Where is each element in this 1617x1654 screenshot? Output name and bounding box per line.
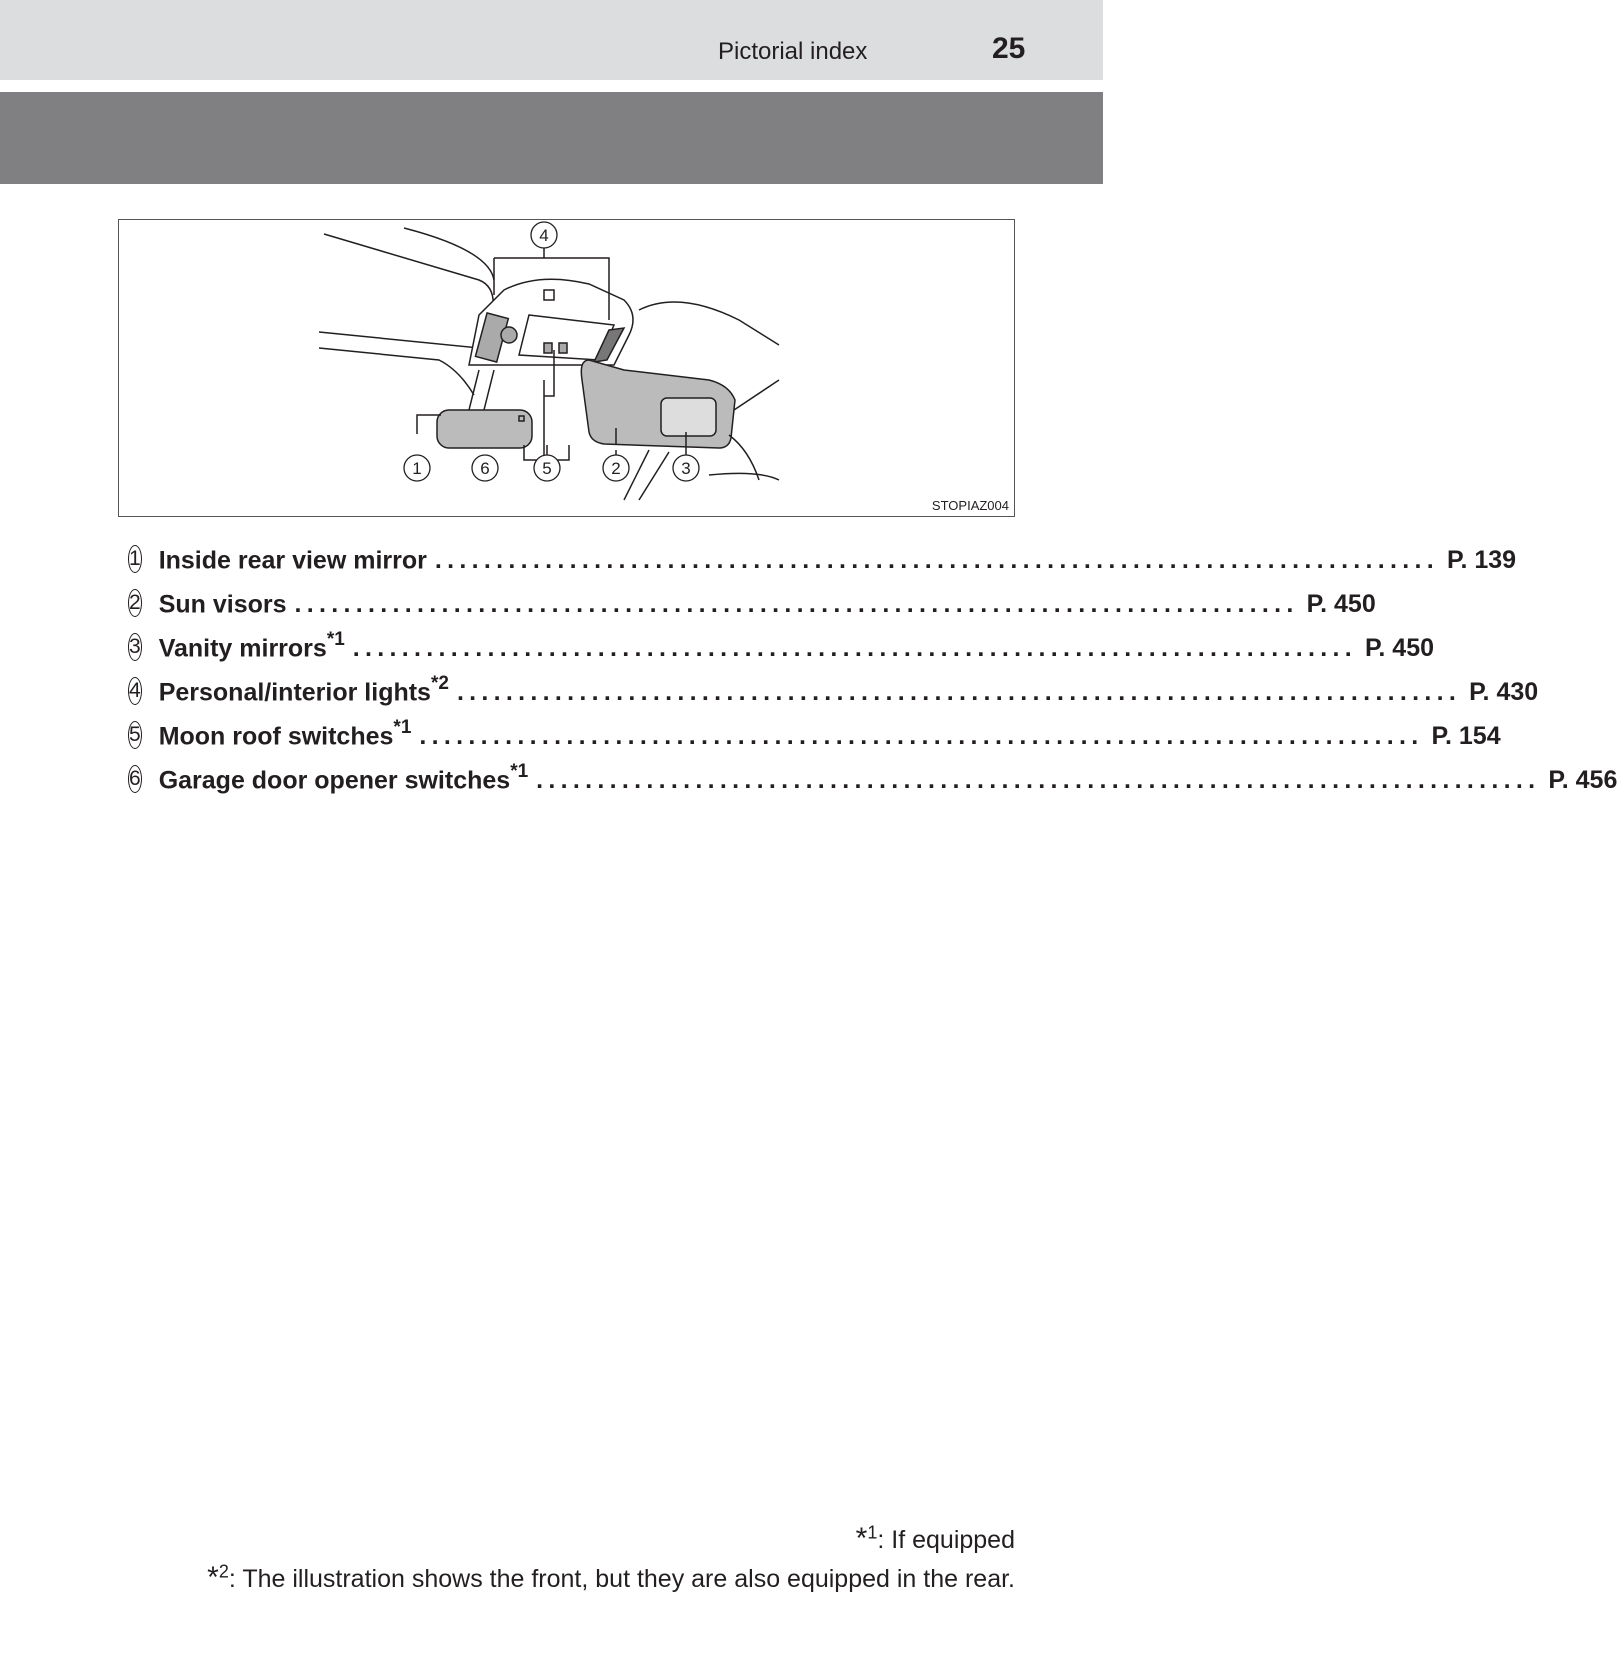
callout-4: 4 bbox=[539, 226, 549, 245]
footnote-text: : If equipped bbox=[877, 1526, 1015, 1554]
callout-1: 1 bbox=[412, 459, 422, 478]
figure-code: STOPIAZ004 bbox=[931, 498, 1009, 513]
header-band bbox=[0, 92, 1103, 184]
index-item bbox=[128, 759, 1617, 795]
leader-dots: .................................................................................. bbox=[536, 766, 1541, 794]
footnote-number: 1 bbox=[867, 1522, 878, 1543]
item-note: *1 bbox=[326, 628, 345, 650]
footnote-mark: * bbox=[207, 1561, 219, 1594]
item-number: 6 bbox=[128, 765, 142, 793]
item-label: Vanity mirrors bbox=[158, 634, 327, 662]
item-note: *2 bbox=[430, 672, 449, 694]
index-item bbox=[128, 671, 1539, 707]
page-reference[interactable]: P. 154 bbox=[1431, 722, 1501, 750]
item-label: Personal/interior lights bbox=[158, 678, 431, 706]
item-label: Inside rear view mirror bbox=[158, 546, 427, 574]
page-reference[interactable]: P. 139 bbox=[1447, 546, 1517, 574]
page-number: 25 bbox=[992, 32, 1026, 65]
section-title: Pictorial index bbox=[718, 38, 868, 65]
item-number: 4 bbox=[128, 677, 142, 705]
item-label: Moon roof switches bbox=[158, 722, 394, 750]
page-reference[interactable]: P. 450 bbox=[1364, 634, 1435, 662]
page-reference[interactable]: P. 456 bbox=[1548, 766, 1617, 794]
page-reference[interactable]: P. 430 bbox=[1469, 678, 1539, 706]
footnote-1 bbox=[856, 1522, 1015, 1556]
footnote-2 bbox=[207, 1561, 1015, 1595]
leader-dots: .................................................................................. bbox=[294, 590, 1299, 618]
leader-dots: .................................................................................. bbox=[456, 678, 1462, 706]
footnote-mark: * bbox=[855, 1522, 868, 1555]
index-item bbox=[128, 627, 1435, 663]
index-item bbox=[128, 539, 1517, 575]
item-note: *1 bbox=[510, 760, 529, 782]
footnote-text: : The illustration shows the front, but they are also equipped in the rear. bbox=[228, 1565, 1015, 1593]
item-label: Sun visors bbox=[158, 590, 287, 618]
item-number: 5 bbox=[128, 721, 142, 749]
index-item bbox=[128, 715, 1501, 751]
callout-6: 6 bbox=[480, 459, 490, 478]
item-label: Garage door opener switches bbox=[158, 766, 511, 794]
item-note: *1 bbox=[393, 716, 412, 738]
leader-dots: .................................................................................. bbox=[419, 722, 1424, 750]
footnote-number: 2 bbox=[218, 1561, 229, 1582]
page-header bbox=[0, 0, 1103, 80]
index-item bbox=[128, 583, 1376, 619]
leader-dots: .................................................................................. bbox=[434, 546, 1440, 574]
item-number: 1 bbox=[128, 545, 142, 573]
page-reference[interactable]: P. 450 bbox=[1306, 590, 1376, 618]
overhead-illustration bbox=[118, 219, 1015, 517]
callout-3: 3 bbox=[681, 459, 691, 478]
item-number: 2 bbox=[128, 589, 142, 617]
item-number: 3 bbox=[128, 633, 142, 661]
callout-2: 2 bbox=[611, 459, 621, 478]
leader-dots: .................................................................................. bbox=[352, 634, 1357, 662]
callout-5: 5 bbox=[542, 459, 552, 478]
